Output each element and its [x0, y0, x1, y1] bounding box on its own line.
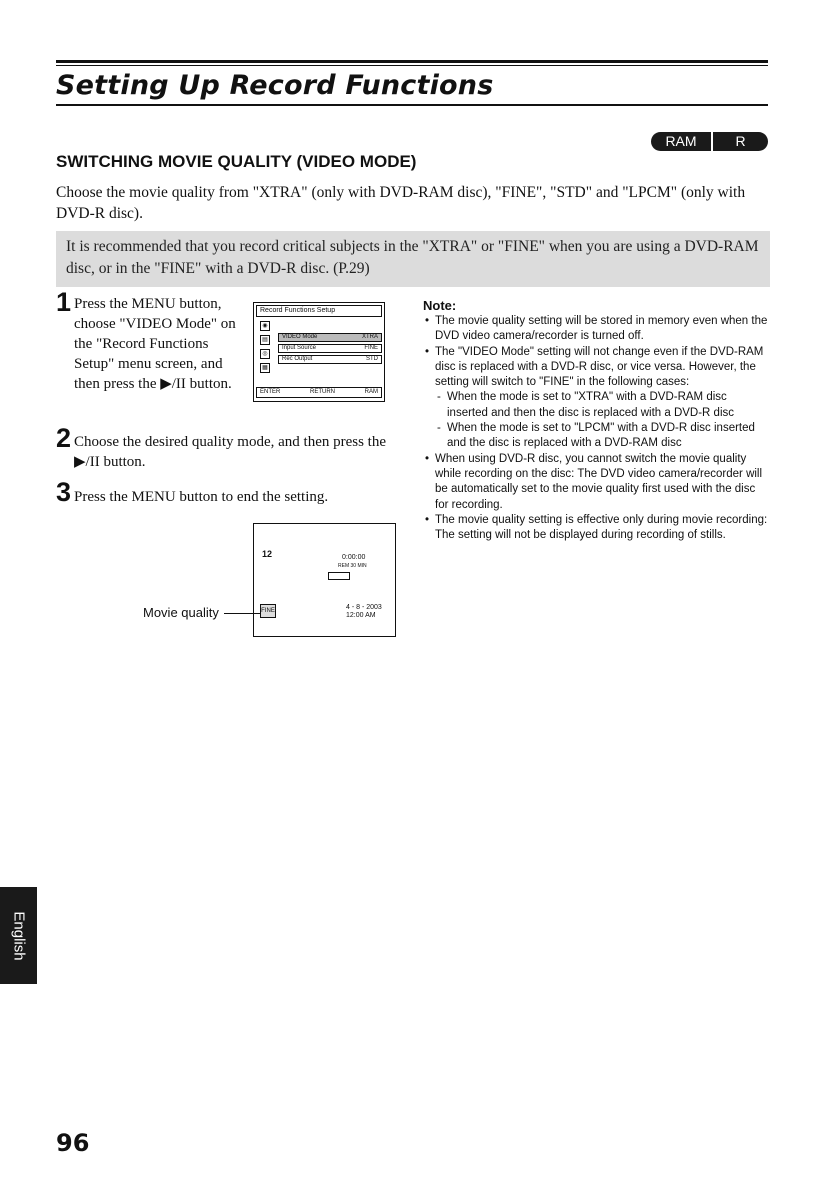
battery-icon: [328, 572, 350, 580]
menu-title: Record Functions Setup: [256, 305, 382, 317]
menu-footer-ram: RAM: [364, 389, 378, 395]
menu-footer: [256, 387, 382, 398]
date-icon: ▦: [260, 363, 270, 373]
menu-screen-illustration: [253, 302, 385, 402]
ram-badge: RAM: [651, 132, 711, 151]
step-3-text: Press the MENU button to end the setting.: [74, 489, 329, 505]
menu-row-value: STD: [366, 356, 378, 362]
menu-footer-enter: ENTER: [260, 389, 281, 395]
vf-date: 4 - 8 - 2003: [346, 604, 382, 611]
language-side-tab: [0, 887, 37, 984]
vf-counter: 0:00:00: [342, 554, 366, 561]
r-badge: R: [713, 132, 768, 151]
note-sublist: [435, 390, 768, 451]
step-2-number: 2: [56, 423, 72, 453]
title-underline: [56, 104, 768, 106]
note-title: Note:: [423, 298, 457, 313]
menu-row-rec-output: [278, 355, 382, 364]
viewfinder-illustration: [253, 523, 396, 637]
page-title: Setting Up Record Functions: [56, 70, 494, 101]
vf-time: 12:00 AM: [346, 612, 376, 619]
notes-list: [423, 314, 768, 543]
tip-box: It is recommended that you record critical subjects in the "XTRA" or "FINE" when you are using a DVD-RAM disc, or in the "FINE" with a DVD-R disc. (P.29): [56, 231, 770, 287]
note-item: • When using DVD-R disc, you cannot switch the movie quality while recording on the disc: The DVD video camera/recorder will be automatically set to the movie quality first used with the disc for recording.: [423, 452, 768, 513]
menu-row-input-source: [278, 344, 382, 353]
vf-time-top: 12: [262, 549, 273, 559]
side-tab-label: English: [10, 910, 27, 961]
disc-icon: ◎: [260, 349, 270, 359]
menu-row-label: Input Source: [282, 345, 317, 351]
intro-paragraph: Choose the movie quality from "XTRA" (only with DVD-RAM disc), "FINE", "STD" and "LPCM" (only with DVD-R disc).: [56, 184, 746, 222]
camera-icon: ◉: [260, 321, 270, 331]
header-rule: [56, 60, 768, 63]
menu-row-label: Rec Output: [282, 356, 313, 362]
step-3-number: 3: [56, 477, 72, 507]
setup-icon: ▤: [260, 335, 270, 345]
note-item: • The movie quality setting is effective only during movie recording: The setting will not be displayed during recording of stills.: [423, 513, 768, 544]
step-1-number: 1: [56, 287, 72, 317]
disc-badges: [651, 132, 768, 151]
section-heading: SWITCHING MOVIE QUALITY (VIDEO MODE): [56, 152, 417, 171]
note-subitem: - When the mode is set to "XTRA" with a DVD-RAM disc inserted and then the disc is replaced with a DVD-R disc: [435, 390, 768, 421]
header-rule-thin: [56, 65, 768, 66]
movie-quality-label: Movie quality: [143, 605, 219, 620]
note-item: [423, 345, 768, 452]
note-item-text: The "VIDEO Mode" setting will not change even if the DVD-RAM disc is replaced with a DVD-R disc, or vice versa. However, the setting will switch to "FINE" in the following cases:: [435, 345, 764, 389]
step-1-text: Press the MENU button, choose "VIDEO Mode" on the "Record Functions Setup" menu screen, and then press the ▶/II button.: [74, 296, 236, 392]
menu-footer-return: RETURN: [310, 389, 335, 395]
page-number: 96: [56, 1129, 90, 1157]
menu-row-value: XTRA: [361, 334, 378, 340]
movie-quality-leader-line: [224, 613, 260, 614]
menu-row-video-mode: [278, 333, 382, 342]
note-subitem: - When the mode is set to "LPCM" with a DVD-R disc inserted and the disc is replaced with a DVD-RAM disc: [435, 421, 768, 452]
menu-row-label: VIDEO Mode: [282, 334, 318, 340]
vf-rem: REM 30 MIN: [338, 563, 367, 569]
quality-icon: FINE: [260, 604, 276, 618]
step-2-text: Choose the desired quality mode, and then press the ▶/II button.: [74, 434, 387, 470]
note-item: • The movie quality setting will be stored in memory even when the DVD video camera/recorder is turned off.: [423, 314, 768, 345]
menu-row-value: FINE: [364, 345, 378, 351]
